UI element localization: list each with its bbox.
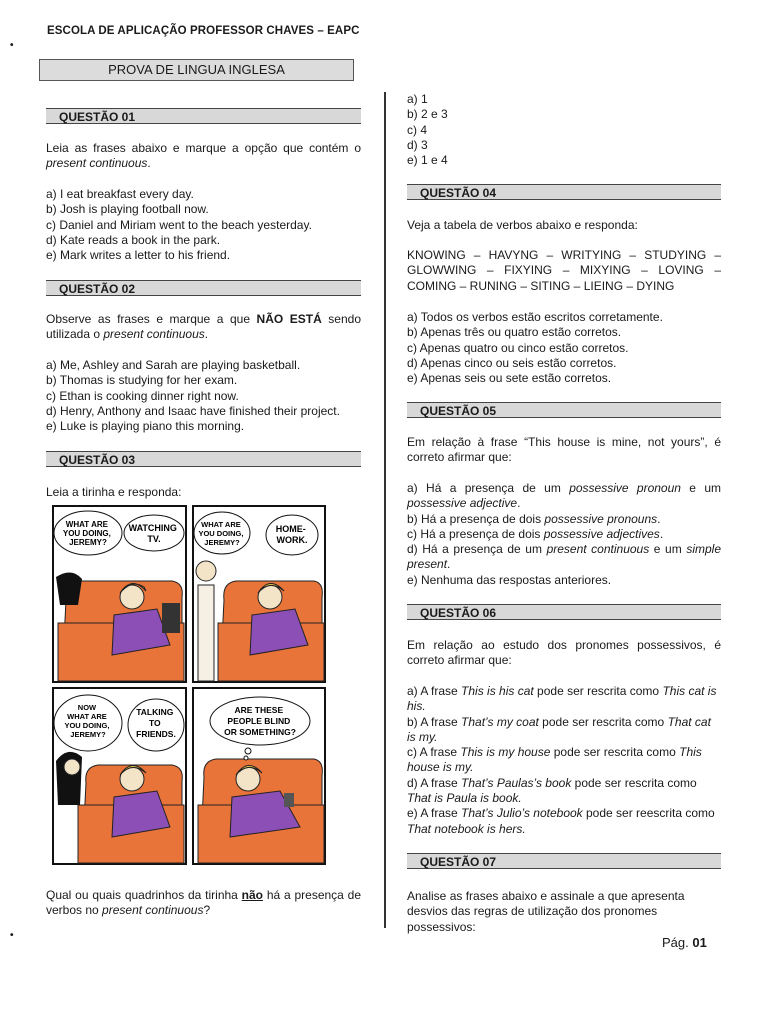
question-04-verbs: KNOWING – HAVYNG – WRITYING – STUDYING – GLOWWING – FIXYING – MIXYING – LOVING – COMING – RUNING – SITING – LIEING – DYING (407, 248, 721, 293)
option[interactable]: d) 3 (407, 137, 428, 152)
comic-text: YOU DOING, (198, 529, 244, 538)
option[interactable]: b) 2 e 3 (407, 107, 448, 122)
question-03-heading: QUESTÃO 03 (46, 451, 361, 467)
option[interactable]: a) 1 (407, 92, 428, 106)
comic-text: WHAT ARE (201, 520, 241, 529)
bullet-dot: • (10, 930, 14, 941)
page-number: Pág. 01 (662, 935, 707, 950)
school-name: ESCOLA DE APLICAÇÃO PROFESSOR CHAVES – EAPC (47, 25, 360, 37)
question-04-options (407, 310, 721, 386)
question-02-options (46, 358, 361, 434)
question-07-heading: QUESTÃO 07 (407, 853, 721, 869)
comic-text: ARE THESE (234, 705, 284, 715)
question-03-options (407, 92, 721, 168)
comic-text: PEOPLE BLIND (227, 716, 291, 726)
question-05-options (407, 481, 721, 588)
comic-text: WATCHING (128, 523, 177, 533)
option[interactable]: b) Apenas três ou quatro estão corretos. (407, 325, 622, 340)
option[interactable]: e) Apenas seis ou sete estão corretos. (407, 371, 612, 386)
question-01-prompt: Leia as frases abaixo e marque a opção que contém o present continuous. (46, 141, 361, 171)
comic-text: YOU DOING, (62, 529, 111, 538)
option[interactable]: b) A frase That’s my coat pode ser rescrita como That cat is my. (407, 714, 711, 744)
option[interactable]: c) Daniel and Miriam went to the beach yesterday. (46, 217, 312, 232)
option[interactable]: a) Há a presença de um possessive pronoun e um possessive adjective. (407, 481, 722, 511)
option[interactable]: a) Me, Ashley and Sarah are playing basketball. (46, 358, 301, 372)
option[interactable]: e) 1 e 4 (407, 153, 448, 168)
question-03-prompt: Leia a tirinha e responda: (46, 485, 182, 499)
option[interactable]: b) Há a presença de dois possessive pronouns. (407, 511, 661, 526)
bullet-dot: • (10, 40, 14, 51)
question-04-heading: QUESTÃO 04 (407, 184, 721, 200)
comic-text: JEREMY? (204, 538, 240, 547)
option[interactable]: d) Há a presença de um present continuous e um simple present. (407, 542, 721, 572)
option[interactable]: b) Thomas is studying for her exam. (46, 373, 238, 388)
comic-text: JEREMY? (69, 538, 107, 547)
svg-text:ARE THESE PEOPLE BLIND (224, 705, 296, 737)
comic-text: TV. (147, 534, 161, 544)
svg-text:HOME- WORK. (276, 524, 309, 545)
comic-text: NOW (77, 703, 97, 712)
question-06-prompt: Em relação ao estudo dos pronomes possessivos, é correto afirmar que: (407, 638, 721, 668)
option[interactable]: c) Ethan is cooking dinner right now. (46, 388, 239, 403)
comic-strip (52, 505, 326, 865)
comic-text: WHAT ARE (67, 712, 107, 721)
option[interactable]: a) Todos os verbos estão escritos corretamente. (407, 310, 663, 324)
comic-panel-4 (193, 688, 325, 864)
comic-panel-2 (193, 506, 325, 682)
comic-text: WHAT ARE (65, 520, 108, 529)
option[interactable]: a) I eat breakfast every day. (46, 187, 194, 201)
option[interactable]: e) Nenhuma das respostas anteriores. (407, 572, 612, 587)
question-02-heading: QUESTÃO 02 (46, 280, 361, 296)
comic-text: JEREMY? (70, 730, 106, 739)
question-01-heading: QUESTÃO 01 (46, 108, 361, 124)
option[interactable]: e) Luke is playing piano this morning. (46, 419, 245, 434)
question-05-prompt: Em relação à frase “This house is mine, not yours”, é correto afirmar que: (407, 435, 721, 465)
svg-text:WHAT ARE YOU DOING, (198, 520, 245, 547)
question-06-heading: QUESTÃO 06 (407, 604, 721, 620)
option[interactable]: b) Josh is playing football now. (46, 202, 209, 217)
comic-text: FRIENDS. (136, 729, 176, 739)
question-05-heading: QUESTÃO 05 (407, 402, 721, 418)
option[interactable]: c) Há a presença de dois possessive adjectives. (407, 526, 664, 541)
comic-text: TO (148, 718, 161, 728)
comic-text: HOME- (275, 524, 306, 534)
option[interactable]: d) A frase That’s Paulas’s book pode ser rescrita como That is Paula is book. (407, 775, 697, 806)
question-03-question: Qual ou quais quadrinhos da tirinha não há a presença de verbos no present continuous? (46, 888, 361, 918)
comic-text: WORK. (276, 535, 308, 545)
option[interactable]: c) 4 (407, 122, 428, 137)
comic-text: YOU DOING, (64, 721, 110, 730)
question-06-options (407, 684, 721, 837)
column-divider (384, 92, 386, 928)
option[interactable]: e) Mark writes a letter to his friend. (46, 248, 231, 263)
comic-panel-1 (53, 506, 186, 682)
option[interactable]: a) A frase This is his cat pode ser rescrita como This cat is his. (407, 684, 717, 714)
question-07-prompt: Analise as frases abaixo e assinale a que apresenta desvios das regras de utilização dos pronomes possessivos: (407, 889, 685, 934)
option[interactable]: c) A frase This is my house pode ser rescrita como This house is my. (407, 745, 702, 775)
page-title: PROVA DE LINGUA INGLESA (39, 59, 354, 81)
option[interactable]: d) Apenas cinco ou seis estão corretos. (407, 355, 617, 370)
question-04-prompt: Veja a tabela de verbos abaixo e responda: (407, 218, 638, 232)
comic-panel-3 (53, 688, 186, 864)
option[interactable]: c) Apenas quatro ou cinco estão corretos. (407, 340, 629, 355)
comic-text: TALKING (136, 707, 174, 717)
option[interactable]: d) Henry, Anthony and Isaac have finished their project. (46, 403, 340, 418)
option[interactable]: e) A frase That’s Julio’s notebook pode ser reescrita como That notebook is hers. (407, 806, 715, 836)
option[interactable]: d) Kate reads a book in the park. (46, 232, 221, 247)
question-02-prompt: Observe as frases e marque a que NÃO ESTÁ sendo utilizada o present continuous. (46, 312, 361, 342)
svg-text:WHAT ARE YOU DOING, (63, 520, 113, 547)
question-01-options (46, 187, 361, 263)
comic-text: OR SOMETHING? (224, 727, 296, 737)
